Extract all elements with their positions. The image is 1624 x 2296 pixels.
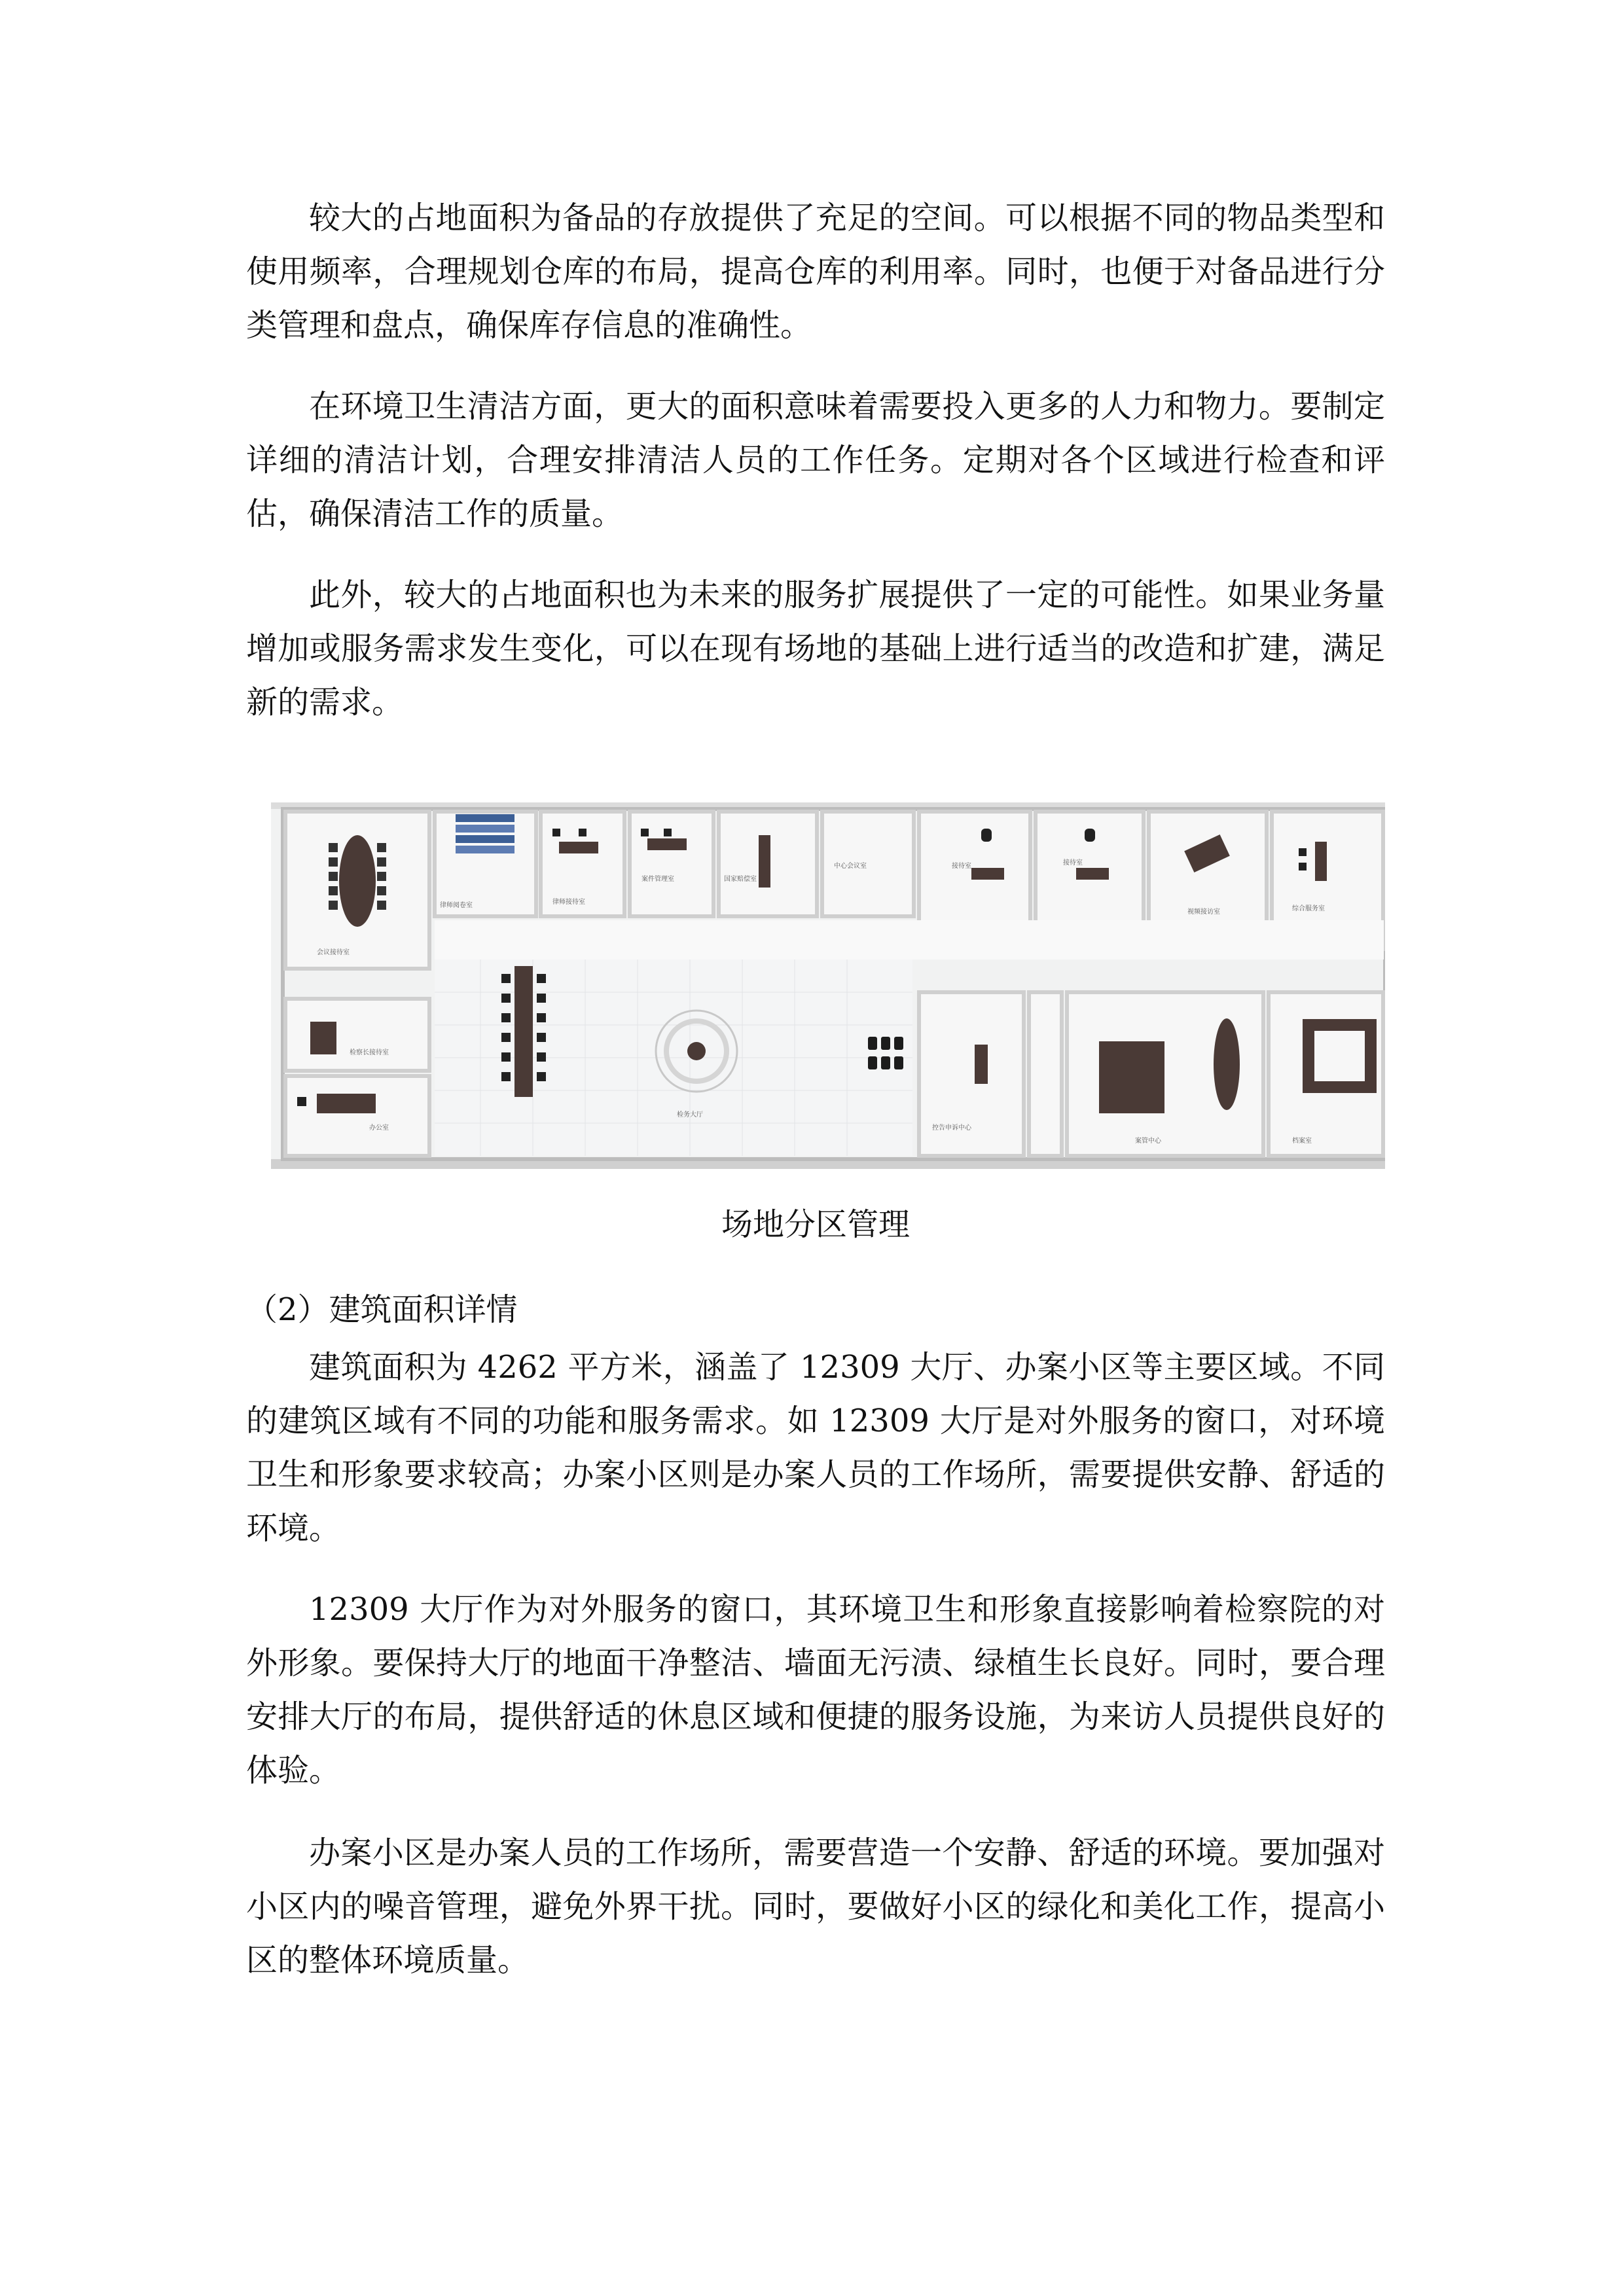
- paragraph-building-area: 建筑面积为 4262 平方米，涵盖了 12309 大厅、办案小区等主要区域。不同的建筑区域有不同的功能和服务需求。如 12309 大厅是对外服务的窗口，对环境卫生和形象要求较高；办案小区则是办案人员的工作场所，需要提供安静、舒适的环境。: [246, 1349, 1385, 1547]
- paragraph-storage: 较大的占地面积为备品的存放提供了充足的空间。可以根据不同的物品类型和使用频率，合理规划仓库的布局，提高仓库的利用率。同时，也便于对备品进行分类管理和盘点，确保库存信息的准确性。: [246, 200, 1385, 344]
- paragraph-cleaning: 在环境卫生清洁方面，更大的面积意味着需要投入更多的人力和物力。要制定详细的清洁计划，合理安排清洁人员的工作任务。定期对各个区域进行检查和评估，确保清洁工作的质量。: [246, 388, 1385, 532]
- label-lawyer-reception: 律师接待室: [552, 899, 585, 906]
- bottom-right-rooms: [919, 992, 1383, 1156]
- label-office: 办公室: [369, 1124, 389, 1132]
- main-hall: [435, 960, 912, 1156]
- paragraph-expansion: 此外，较大的占地面积也为未来的服务扩展提供了一定的可能性。如果业务量增加或服务需求发生变化，可以在现有场地的基础上进行适当的改造和扩建，满足新的需求。: [246, 577, 1385, 721]
- label-lawyer-reading: 律师阅卷室: [440, 902, 473, 909]
- label-video: 视频接访室: [1187, 908, 1220, 916]
- label-evidence: 检察长接待室: [350, 1049, 389, 1056]
- label-case-center: 案管中心: [1135, 1138, 1161, 1145]
- label-hall: 检务大厅: [677, 1111, 703, 1119]
- label-meeting: 会议接待室: [317, 949, 350, 956]
- label-national-comp: 国家赔偿室: [724, 876, 757, 883]
- bottom-left-rooms: [285, 999, 429, 1156]
- label-archives: 档案室: [1292, 1138, 1312, 1145]
- floor-plan-image: [271, 802, 1385, 1169]
- figure-caption: 场地分区管理: [721, 1206, 910, 1243]
- label-case-office: 案件管理室: [641, 876, 674, 883]
- paragraph-case-area: 办案小区是办案人员的工作场所，需要营造一个安静、舒适的环境。要加强对小区内的噪音管理，避免外界干扰。同时，要做好小区的绿化和美化工作，提高小区的整体环境质量。: [246, 1835, 1385, 1979]
- section-heading: （2）建筑面积详情: [246, 1291, 518, 1328]
- label-center-conf: 中心会议室: [834, 863, 867, 870]
- paragraph-hall: 12309 大厅作为对外服务的窗口，其环境卫生和形象直接影响着检察院的对外形象。要保持大厅的地面干净整洁、墙面无污渍、绿植生长良好。同时，要合理安排大厅的布局，提供舒适的休息区域和便捷的服务设施，为来访人员提供良好的体验。: [246, 1591, 1385, 1789]
- label-reception-1: 接待室: [952, 863, 971, 870]
- label-reception-2: 接待室: [1063, 859, 1083, 867]
- label-service: 综合服务室: [1292, 905, 1325, 912]
- label-records: 控告申诉中心: [932, 1124, 971, 1132]
